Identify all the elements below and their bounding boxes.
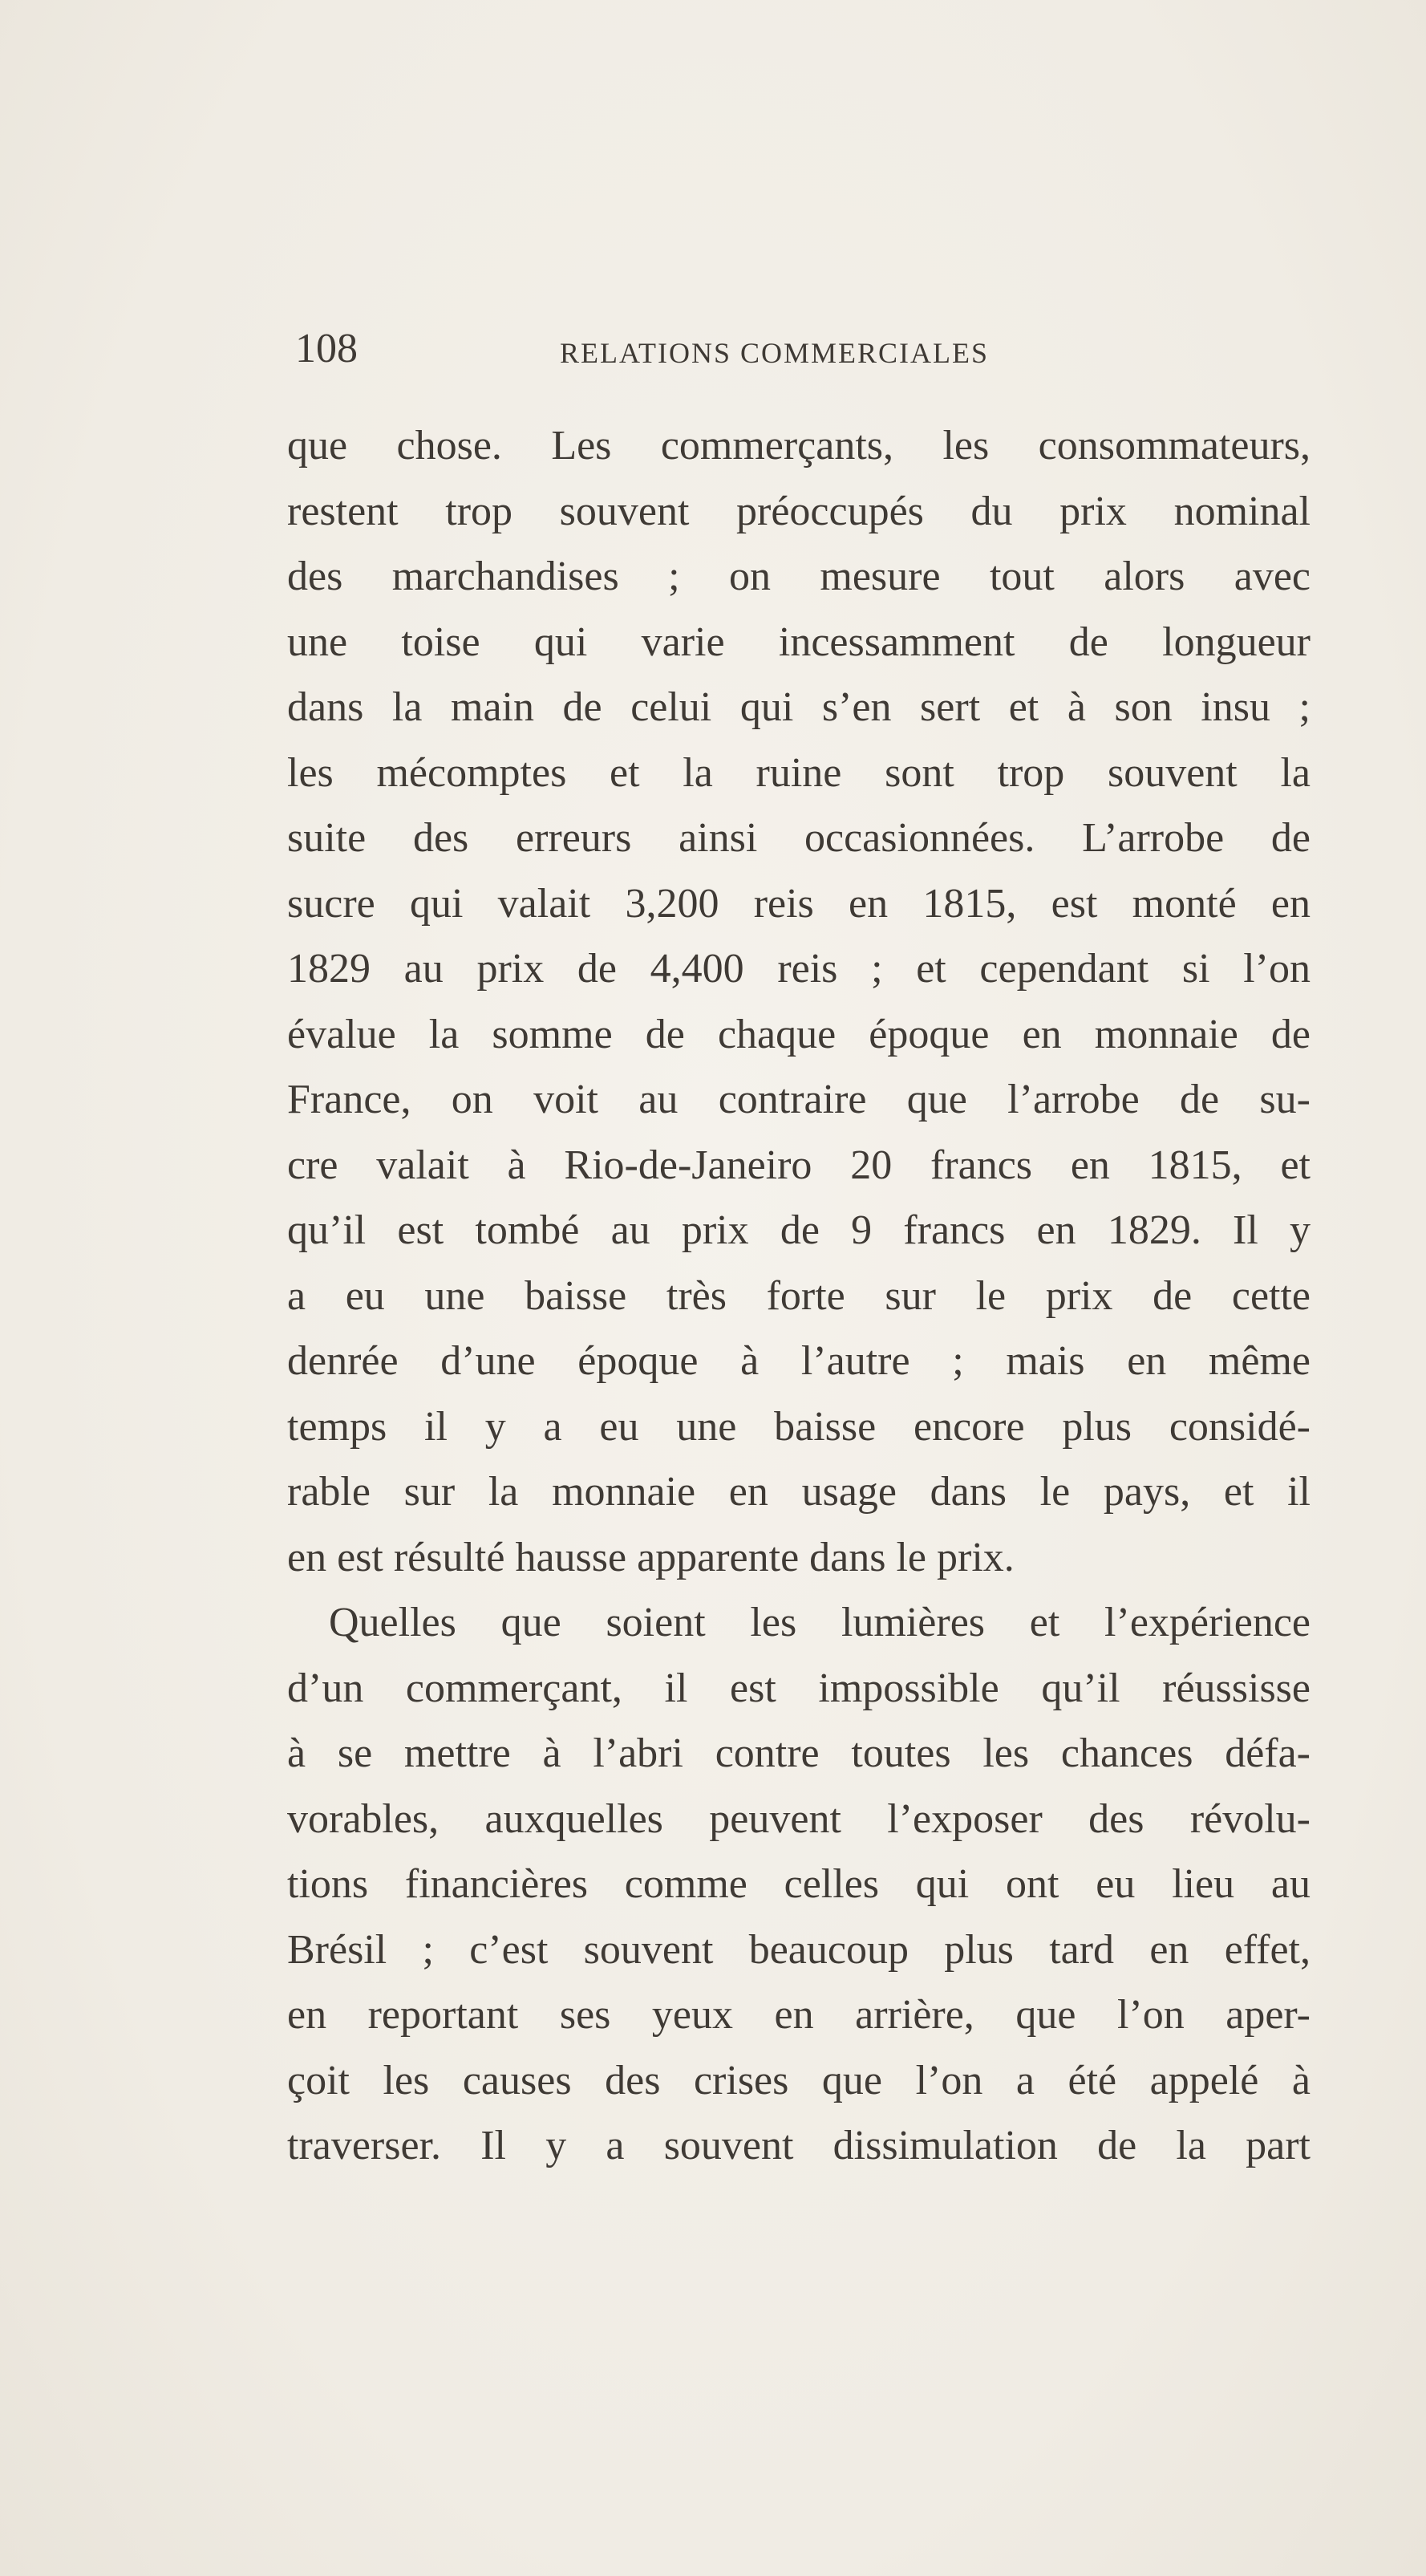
text-line: traverser. Il y a souvent dissimulation de la part [287, 2123, 1311, 2168]
text-line: rable sur la monnaie en usage dans le pays, et il [287, 1469, 1311, 1515]
text-line: France, on voit au contraire que l’arrobe de su- [287, 1077, 1311, 1122]
text-line: 1829 au prix de 4,400 reis ; et cependant si l’on [287, 946, 1311, 992]
text-line: vorables, auxquelles peuvent l’exposer des révolu- [287, 1795, 1311, 1842]
text-line: temps il y a eu une baisse encore plus considé- [287, 1403, 1311, 1450]
text-line: en est résulté hausse apparente dans le prix. [287, 1534, 1015, 1580]
text-line: en reportant ses yeux en arrière, que l’on aper- [287, 1992, 1311, 2038]
text-line: cre valait à Rio-de-Janeiro 20 francs en 1815, et [287, 1142, 1311, 1188]
page-header [295, 325, 1307, 373]
text-line: des marchandises ; on mesure tout alors avec [287, 554, 1311, 599]
text-line: dans la main de celui qui s’en sert et à son insu ; [287, 684, 1311, 730]
text-line: une toise qui varie incessamment de longueur [287, 619, 1311, 665]
text-line: Quelles que soient les lumières et l’expérience [329, 1600, 1311, 1645]
text-line: qu’il est tombé au prix de 9 francs en 1829. Il y [287, 1207, 1311, 1253]
text-line: tions financières comme celles qui ont eu lieu au [287, 1861, 1311, 1907]
text-line: que chose. Les commerçants, les consommateurs, [287, 423, 1311, 469]
text-line: restent trop souvent préoccupés du prix nominal [287, 488, 1311, 534]
page-number: 108 [295, 326, 358, 371]
text-line: suite des erreurs ainsi occasionnées. L’arrobe de [287, 815, 1311, 861]
body-text [287, 413, 1311, 2179]
text-line: Brésil ; c’est souvent beaucoup plus tard en effet, [287, 1926, 1311, 1973]
text-line: d’un commerçant, il est impossible qu’il réussisse [287, 1665, 1311, 1711]
text-line: denrée d’une époque à l’autre ; mais en même [287, 1338, 1311, 1384]
text-line: les mécomptes et la ruine sont trop souvent la [287, 749, 1311, 796]
text-line: sucre qui valait 3,200 reis en 1815, est monté en [287, 880, 1311, 927]
text-line: évalue la somme de chaque époque en monnaie de [287, 1011, 1311, 1057]
text-line: çoit les causes des crises que l’on a été appelé à [287, 2057, 1311, 2103]
running-title: RELATIONS COMMERCIALES [560, 337, 990, 369]
text-line: à se mettre à l’abri contre toutes les chances défa- [287, 1730, 1311, 1776]
text-line: a eu une baisse très forte sur le prix de cette [287, 1272, 1311, 1319]
